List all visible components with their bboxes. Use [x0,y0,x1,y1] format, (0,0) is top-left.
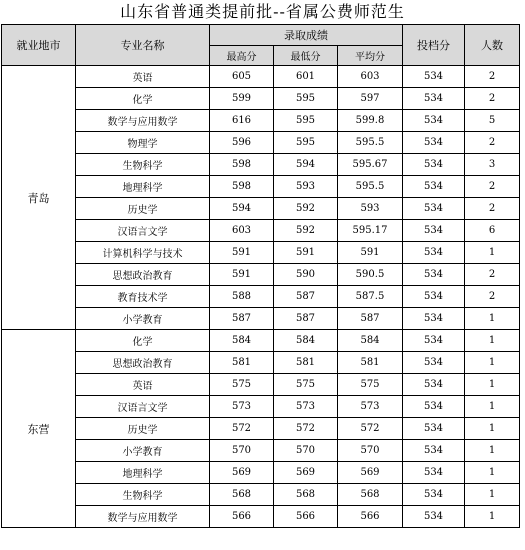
max-score-cell: 591 [210,242,274,264]
min-score-cell: 595 [274,88,338,110]
header-min: 最低分 [274,46,338,66]
count-cell: 2 [465,198,520,220]
major-cell: 地理科学 [76,176,210,198]
file-score-cell: 534 [403,462,465,484]
table-row [2,132,520,154]
min-score-cell: 584 [274,330,338,352]
file-score-cell: 534 [403,198,465,220]
avg-score-cell: 597 [338,88,403,110]
file-score-cell: 534 [403,374,465,396]
table-row [2,88,520,110]
major-cell: 化学 [76,88,210,110]
min-score-cell: 587 [274,308,338,330]
avg-score-cell: 569 [338,462,403,484]
major-cell: 历史学 [76,198,210,220]
count-cell: 1 [465,330,520,352]
file-score-cell: 534 [403,418,465,440]
major-cell: 生物科学 [76,484,210,506]
avg-score-cell: 595.5 [338,132,403,154]
max-score-cell: 594 [210,198,274,220]
count-cell: 1 [465,242,520,264]
max-score-cell: 572 [210,418,274,440]
count-cell: 1 [465,352,520,374]
table-row [2,242,520,264]
file-score-cell: 534 [403,440,465,462]
file-score-cell: 534 [403,176,465,198]
count-cell: 1 [465,396,520,418]
major-cell: 思想政治教育 [76,352,210,374]
table-row [2,286,520,308]
major-cell: 生物科学 [76,154,210,176]
min-score-cell: 581 [274,352,338,374]
table-row [2,308,520,330]
file-score-cell: 534 [403,352,465,374]
file-score-cell: 534 [403,66,465,88]
table-row [2,176,520,198]
table-row [2,220,520,242]
major-cell: 数学与应用数学 [76,110,210,132]
major-cell: 地理科学 [76,462,210,484]
min-score-cell: 573 [274,396,338,418]
count-cell: 1 [465,440,520,462]
count-cell: 5 [465,110,520,132]
avg-score-cell: 566 [338,506,403,528]
max-score-cell: 568 [210,484,274,506]
min-score-cell: 566 [274,506,338,528]
count-cell: 6 [465,220,520,242]
avg-score-cell: 587.5 [338,286,403,308]
count-cell: 1 [465,506,520,528]
min-score-cell: 601 [274,66,338,88]
file-score-cell: 534 [403,286,465,308]
avg-score-cell: 573 [338,396,403,418]
count-cell: 1 [465,418,520,440]
header-max: 最高分 [210,46,274,66]
file-score-cell: 534 [403,88,465,110]
max-score-cell: 603 [210,220,274,242]
major-cell: 教育技术学 [76,286,210,308]
page-title: 山东省普通类提前批--省属公费师范生 [120,2,405,21]
table-row [2,484,520,506]
min-score-cell: 568 [274,484,338,506]
table-row [2,374,520,396]
major-cell: 化学 [76,330,210,352]
table-row [2,506,520,528]
header-city: 就业地市 [2,25,76,66]
avg-score-cell: 595.17 [338,220,403,242]
count-cell: 2 [465,66,520,88]
count-cell: 2 [465,176,520,198]
table-row [2,110,520,132]
max-score-cell: 575 [210,374,274,396]
max-score-cell: 616 [210,110,274,132]
avg-score-cell: 581 [338,352,403,374]
max-score-cell: 598 [210,154,274,176]
major-cell: 小学教育 [76,440,210,462]
table-row [2,330,520,352]
file-score-cell: 534 [403,396,465,418]
major-cell: 历史学 [76,418,210,440]
count-cell: 2 [465,264,520,286]
min-score-cell: 595 [274,132,338,154]
major-cell: 英语 [76,66,210,88]
admission-score-table [1,24,520,528]
max-score-cell: 588 [210,286,274,308]
count-cell: 1 [465,308,520,330]
min-score-cell: 570 [274,440,338,462]
max-score-cell: 569 [210,462,274,484]
max-score-cell: 570 [210,440,274,462]
avg-score-cell: 595.67 [338,154,403,176]
major-cell: 汉语言文学 [76,220,210,242]
file-score-cell: 534 [403,484,465,506]
major-cell: 计算机科学与技术 [76,242,210,264]
count-cell: 1 [465,484,520,506]
city-cell: 东营 [2,330,76,528]
max-score-cell: 598 [210,176,274,198]
major-cell: 思想政治教育 [76,264,210,286]
file-score-cell: 534 [403,242,465,264]
count-cell: 2 [465,132,520,154]
min-score-cell: 590 [274,264,338,286]
table-row [2,418,520,440]
table-row [2,154,520,176]
file-score-cell: 534 [403,220,465,242]
avg-score-cell: 575 [338,374,403,396]
table-row [2,396,520,418]
count-cell: 1 [465,374,520,396]
avg-score-cell: 572 [338,418,403,440]
file-score-cell: 534 [403,132,465,154]
file-score-cell: 534 [403,330,465,352]
count-cell: 1 [465,462,520,484]
min-score-cell: 569 [274,462,338,484]
max-score-cell: 581 [210,352,274,374]
avg-score-cell: 584 [338,330,403,352]
min-score-cell: 587 [274,286,338,308]
major-cell: 汉语言文学 [76,396,210,418]
min-score-cell: 595 [274,110,338,132]
count-cell: 2 [465,88,520,110]
max-score-cell: 573 [210,396,274,418]
header-file-score: 投档分 [403,25,465,66]
file-score-cell: 534 [403,110,465,132]
major-cell: 物理学 [76,132,210,154]
max-score-cell: 596 [210,132,274,154]
min-score-cell: 575 [274,374,338,396]
header-count: 人数 [465,25,520,66]
max-score-cell: 587 [210,308,274,330]
table-row [2,66,520,88]
major-cell: 英语 [76,374,210,396]
avg-score-cell: 591 [338,242,403,264]
table-body [2,66,520,528]
file-score-cell: 534 [403,308,465,330]
avg-score-cell: 570 [338,440,403,462]
min-score-cell: 591 [274,242,338,264]
avg-score-cell: 595.5 [338,176,403,198]
min-score-cell: 572 [274,418,338,440]
table-row [2,352,520,374]
avg-score-cell: 599.8 [338,110,403,132]
city-cell: 青岛 [2,66,76,330]
min-score-cell: 592 [274,198,338,220]
file-score-cell: 534 [403,154,465,176]
table-row [2,198,520,220]
table-row [2,462,520,484]
header-major: 专业名称 [76,25,210,66]
table-row [2,264,520,286]
max-score-cell: 591 [210,264,274,286]
count-cell: 2 [465,286,520,308]
min-score-cell: 592 [274,220,338,242]
table-row [2,440,520,462]
major-cell: 小学教育 [76,308,210,330]
avg-score-cell: 568 [338,484,403,506]
avg-score-cell: 587 [338,308,403,330]
header-score-group: 录取成绩 [210,25,403,46]
max-score-cell: 584 [210,330,274,352]
avg-score-cell: 590.5 [338,264,403,286]
file-score-cell: 534 [403,264,465,286]
min-score-cell: 594 [274,154,338,176]
max-score-cell: 605 [210,66,274,88]
avg-score-cell: 603 [338,66,403,88]
file-score-cell: 534 [403,506,465,528]
count-cell: 3 [465,154,520,176]
max-score-cell: 566 [210,506,274,528]
avg-score-cell: 593 [338,198,403,220]
major-cell: 数学与应用数学 [76,506,210,528]
max-score-cell: 599 [210,88,274,110]
min-score-cell: 593 [274,176,338,198]
header-avg: 平均分 [338,46,403,66]
